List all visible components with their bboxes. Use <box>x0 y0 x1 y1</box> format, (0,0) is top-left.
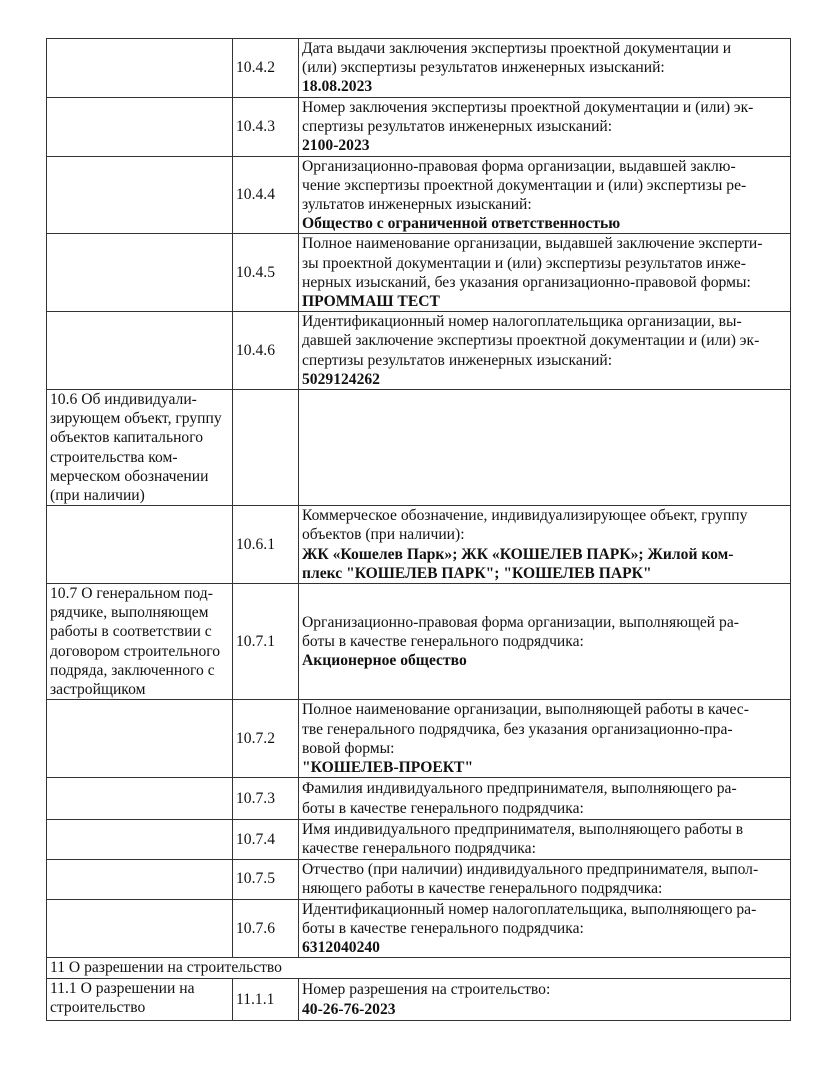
item-value: Общество с ограниченной ответственностью <box>302 215 621 233</box>
item-code-cell: 10.7.4 <box>233 820 299 859</box>
item-code-cell: 10.4.4 <box>233 156 299 234</box>
table-row <box>47 778 791 820</box>
item-code-cell <box>233 390 299 506</box>
description-line: Организационно-правовая форма организации, выдавшей заклю- <box>302 157 736 175</box>
description-line: чение экспертизы проектной документации и (или) экспертизы ре- <box>302 176 747 194</box>
item-value: "КОШЕЛЕВ-ПРОЕКТ" <box>302 758 474 776</box>
description-line: няющего работы в качестве генерального подрядчика: <box>302 880 663 898</box>
description-line: спертизы результатов инженерных изысканий: <box>302 351 613 369</box>
section-cell <box>47 97 233 156</box>
section-title-line: (при наличии) <box>50 487 145 505</box>
section-cell <box>47 390 233 506</box>
section-heading-row <box>47 958 791 979</box>
description-line: качестве генерального подрядчика: <box>302 840 536 858</box>
item-code-cell: 10.4.2 <box>233 39 299 98</box>
section-title-line: строительство <box>50 999 146 1017</box>
item-value: 5029124262 <box>302 370 380 388</box>
description-line: Полное наименование организации, выдавшей заключение эксперти- <box>302 235 763 253</box>
section-title-line: строительства ком- <box>50 448 178 466</box>
description-line: объектов (при наличии): <box>302 526 465 544</box>
item-code-cell: 10.7.3 <box>233 778 299 820</box>
item-value: 18.08.2023 <box>302 78 373 96</box>
table-body <box>47 39 791 1021</box>
section-title-line: рядчике, выполняющем <box>50 604 209 622</box>
item-value: 6312040240 <box>302 938 380 956</box>
section-cell <box>47 859 233 899</box>
table-row <box>47 390 791 506</box>
item-description-cell <box>299 156 791 234</box>
item-code-cell: 10.7.5 <box>233 859 299 899</box>
table-row <box>47 859 791 899</box>
item-description-cell <box>299 584 791 700</box>
item-code-cell: 10.4.6 <box>233 312 299 390</box>
item-description-cell <box>299 859 791 899</box>
description-line: нерных изысканий, без указания организационно-правовой формы: <box>302 273 751 291</box>
document-table <box>46 38 791 1021</box>
table-row <box>47 156 791 234</box>
item-code-cell: 10.7.1 <box>233 584 299 700</box>
section-cell <box>47 234 233 312</box>
item-description-cell <box>299 312 791 390</box>
section-cell <box>47 312 233 390</box>
table-row <box>47 506 791 584</box>
table-row <box>47 979 791 1021</box>
description-line: Номер разрешения на строительство: <box>302 981 551 999</box>
description-line: зы проектной документации и (или) экспертизы результатов инже- <box>302 254 746 272</box>
section-title-line: 10.6 Об индивидуали- <box>50 391 197 409</box>
description-line: Номер заключения экспертизы проектной документации и (или) эк- <box>302 98 754 116</box>
section-heading-cell: 11 О разрешении на строительство <box>47 958 791 979</box>
section-cell <box>47 506 233 584</box>
item-description-cell <box>299 899 791 958</box>
section-cell <box>47 156 233 234</box>
item-description-cell <box>299 778 791 820</box>
description-line: Фамилия индивидуального предпринимателя, выполняющего ра- <box>302 780 737 798</box>
table-row <box>47 700 791 778</box>
item-code-cell: 10.6.1 <box>233 506 299 584</box>
table-row <box>47 820 791 859</box>
section-title-line: застройщиком <box>50 681 146 699</box>
description-line: вовой формы: <box>302 739 395 757</box>
item-description-cell <box>299 506 791 584</box>
item-description-cell <box>299 700 791 778</box>
description-line: боты в качестве генерального подрядчика: <box>302 919 584 937</box>
table-row <box>47 97 791 156</box>
description-line: (или) экспертизы результатов инженерных изысканий: <box>302 59 665 77</box>
description-line: давшей заключение экспертизы проектной документации и (или) эк- <box>302 332 760 350</box>
section-cell <box>47 700 233 778</box>
description-line: спертизы результатов инженерных изысканий: <box>302 118 613 135</box>
description-line: Идентификационный номер налогоплательщика, выполняющего ра- <box>302 900 757 918</box>
table-row <box>47 584 791 700</box>
item-value: Акционерное общество <box>302 652 467 670</box>
section-title-line: работы в соответствии с <box>50 623 212 641</box>
section-title-line: 10.7 О генеральном под- <box>50 585 213 603</box>
item-code-cell: 11.1.1 <box>233 979 299 1021</box>
item-value: 40-26-76-2023 <box>302 1000 396 1018</box>
item-description-cell <box>299 390 791 506</box>
section-title-line: зирующем объект, группу <box>50 410 222 428</box>
description-line: Коммерческое обозначение, индивидуализирующее объект, группу <box>302 507 748 525</box>
section-cell <box>47 584 233 700</box>
item-value: ЖК «Кошелев Парк»; ЖК «КОШЕЛЕВ ПАРК»; Жилой ком- <box>302 545 734 563</box>
item-description-cell <box>299 97 791 156</box>
table-row <box>47 234 791 312</box>
section-title-line: подряда, заключенного с <box>50 661 215 679</box>
description-line: зультатов инженерных изысканий: <box>302 196 532 214</box>
item-description-cell <box>299 39 791 98</box>
description-line: Дата выдачи заключения экспертизы проектной документации и <box>302 40 732 57</box>
item-value: плекс "КОШЕЛЕВ ПАРК"; "КОШЕЛЕВ ПАРК" <box>302 564 652 582</box>
item-description-cell <box>299 234 791 312</box>
section-title-line: 11.1 О разрешении на <box>50 980 195 998</box>
item-description-cell <box>299 979 791 1021</box>
section-cell <box>47 820 233 859</box>
item-code-cell: 10.7.2 <box>233 700 299 778</box>
description-line: Имя индивидуального предпринимателя, выполняющего работы в <box>302 821 744 839</box>
section-cell <box>47 39 233 98</box>
item-code-cell: 10.4.3 <box>233 97 299 156</box>
section-cell <box>47 778 233 820</box>
item-code-cell: 10.4.5 <box>233 234 299 312</box>
table-row <box>47 312 791 390</box>
item-value: 2100-2023 <box>302 137 370 155</box>
table-row <box>47 899 791 958</box>
description-line: тве генерального подрядчика, без указания организационно-пра- <box>302 720 733 738</box>
description-line: Идентификационный номер налогоплательщика организации, вы- <box>302 313 742 331</box>
description-line: Отчество (при наличии) индивидуального предпринимателя, выпол- <box>302 860 759 878</box>
description-line: боты в качестве генерального подрядчика: <box>302 633 584 651</box>
table-row <box>47 39 791 98</box>
section-title-line: мерческом обозначении <box>50 467 209 485</box>
section-title-line: объектов капитального <box>50 429 204 447</box>
description-line: Организационно-правовая форма организации, выполняющей ра- <box>302 613 739 631</box>
item-description-cell <box>299 820 791 859</box>
section-cell <box>47 899 233 958</box>
item-code-cell: 10.7.6 <box>233 899 299 958</box>
description-line: боты в качестве генерального подрядчика: <box>302 799 584 817</box>
section-title-line: договором строительного <box>50 642 221 660</box>
section-cell <box>47 979 233 1021</box>
description-line: Полное наименование организации, выполняющей работы в качес- <box>302 701 749 719</box>
item-value: ПРОММАШ ТЕСТ <box>302 293 440 311</box>
